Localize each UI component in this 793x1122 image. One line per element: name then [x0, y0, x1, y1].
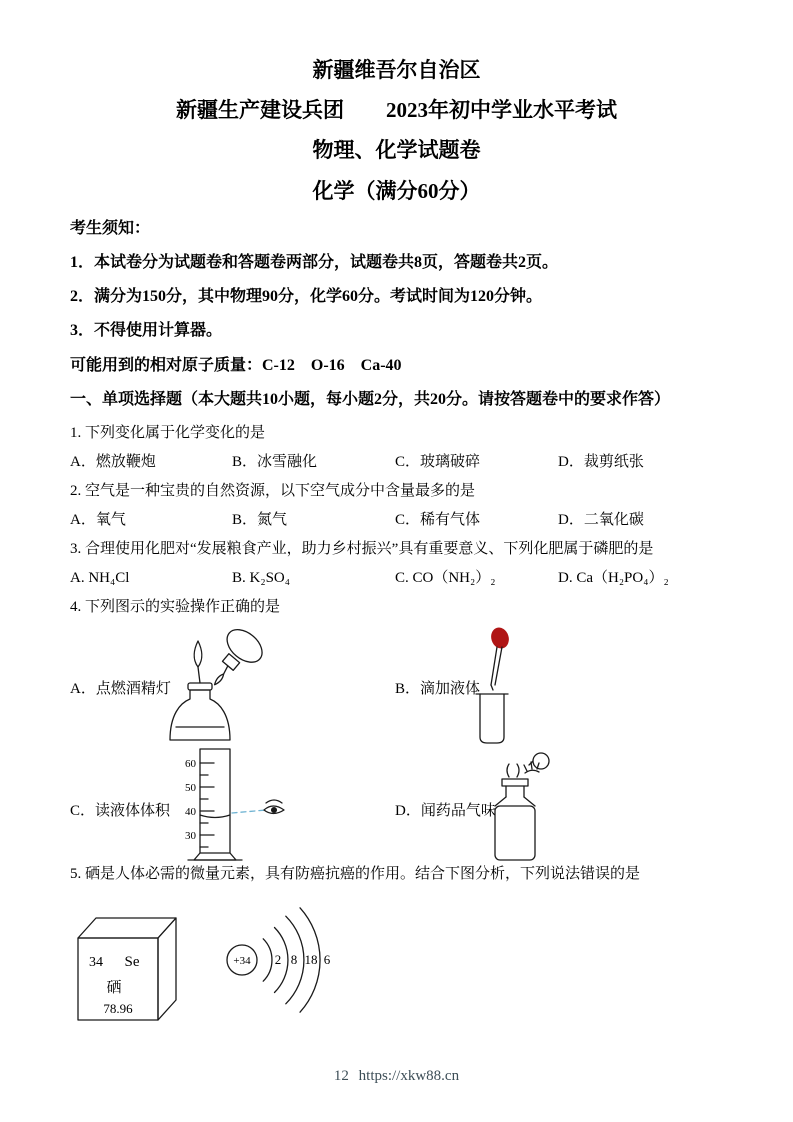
footer-url[interactable]: https://xkw88.cn	[358, 1067, 460, 1084]
page-number: 12	[333, 1067, 349, 1084]
title-exam-name: 新疆生产建设兵团 2023年初中学业水平考试	[176, 98, 617, 123]
selenium-atom-figure	[220, 904, 360, 1016]
tick-label-40: 40	[185, 805, 196, 818]
q3-options-row	[70, 569, 723, 587]
q1-options-row	[70, 453, 723, 471]
q3-option-b: B. K₂SO₄	[232, 569, 290, 586]
q2-option-d: D．二氧化碳	[558, 511, 644, 528]
dropper-bulb-icon	[489, 627, 510, 650]
q2-option-c: C．稀有气体	[395, 511, 481, 528]
dropper-figure	[470, 627, 530, 747]
selenium-cell-figure	[72, 900, 184, 1030]
selenium-symbol: Se	[124, 953, 140, 970]
bottle-icon	[495, 779, 535, 860]
lamp-flame-icon	[194, 641, 202, 667]
notice-heading: 考生须知：	[70, 219, 151, 237]
q5-stem: 5. 硒是人体必需的微量元素，具有防癌抗癌的作用。结合下图分析，下列说法错误的是	[70, 865, 641, 882]
dropper-tube	[491, 647, 502, 690]
q1-option-c: C．玻璃破碎	[395, 453, 481, 470]
cylinder-body	[188, 749, 242, 860]
q4-option-b-label: B．滴加液体	[395, 680, 481, 697]
sight-line	[232, 810, 266, 813]
shell-electrons-2: 8	[290, 951, 298, 967]
q4-stem: 4. 下列图示的实验操作正确的是	[70, 598, 281, 615]
q2-option-a: A．氧气	[70, 511, 126, 528]
page-footer	[70, 1068, 723, 1085]
test-tube-icon	[476, 694, 508, 743]
tick-label-50: 50	[185, 781, 196, 794]
graduated-cylinder-figure	[158, 747, 298, 867]
q5-figure-row	[70, 894, 723, 1034]
q1-option-b: B．冰雪融化	[232, 453, 318, 470]
q4-figure-row-2	[70, 747, 723, 865]
eye-icon	[264, 800, 284, 814]
selenium-atomic-number: 34	[89, 954, 103, 970]
q1-stem: 1. 下列变化属于化学变化的是	[70, 424, 266, 441]
notice-item-1: 1．本试卷分为试题卷和答题卷两部分，试题卷共8页，答题卷共2页。	[70, 253, 559, 271]
shell-electrons-3: 18	[304, 951, 318, 967]
title-paper-name: 物理、化学试题卷	[312, 138, 481, 163]
shell-electrons-4: 6	[323, 951, 331, 967]
smell-bottle-figure	[475, 749, 560, 865]
liquid-level	[200, 815, 230, 818]
cylinder-ticks	[200, 763, 214, 847]
tilted-lamp-icon	[198, 627, 268, 696]
selenium-mass: 78.96	[103, 1000, 133, 1016]
tick-label-60: 60	[185, 757, 196, 770]
notice-item-3: 3．不得使用计算器。	[70, 322, 223, 340]
vapor-lines	[507, 764, 519, 777]
q3-option-c: C. CO（NH₂）₂	[395, 569, 496, 586]
shell-electrons-1: 2	[274, 951, 282, 967]
tick-label-30: 30	[185, 829, 196, 842]
alcohol-lamp-figure	[154, 627, 274, 747]
q2-option-b: B．氮气	[232, 511, 288, 528]
title-region: 新疆维吾尔自治区	[312, 58, 481, 82]
title-subject-score: 化学（满分60分）	[312, 178, 481, 203]
q3-option-d: D. Ca（H₂PO₄）₂	[558, 569, 669, 586]
q2-stem: 2. 空气是一种宝贵的自然资源，以下空气成分中含量最多的是	[70, 482, 476, 499]
q3-stem: 3. 合理使用化肥对“发展粮食产业，助力乡村振兴”具有重要意义、下列化肥属于磷肥的是	[70, 540, 654, 557]
q4-figure-row-1	[70, 627, 723, 747]
selenium-name: 硒	[106, 979, 122, 996]
alcohol-lamp-body	[170, 667, 230, 740]
q2-options-row	[70, 511, 723, 529]
nucleus-charge: +34	[233, 954, 251, 967]
notice-item-2: 2．满分为150分，其中物理90分，化学60分。考试时间为120分钟。	[70, 288, 543, 306]
section-title: 一、单项选择题（本大题共10小题，每小题2分，共20分。请按答题卷中的要求作答）	[70, 390, 671, 408]
q1-option-a: A．燃放鞭炮	[70, 453, 156, 470]
q4-option-c-label: C．读液体体积	[70, 802, 171, 819]
q4-option-a-label: A．点燃酒精灯	[70, 680, 171, 697]
atomic-mass-line: 可能用到的相对原子质量：C-12 O-16 Ca-40	[70, 356, 402, 374]
q3-option-a: A. NH₄Cl	[70, 569, 130, 586]
q1-option-d: D．裁剪纸张	[558, 453, 644, 470]
q4-option-d-label: D．闻药品气味	[395, 802, 496, 819]
